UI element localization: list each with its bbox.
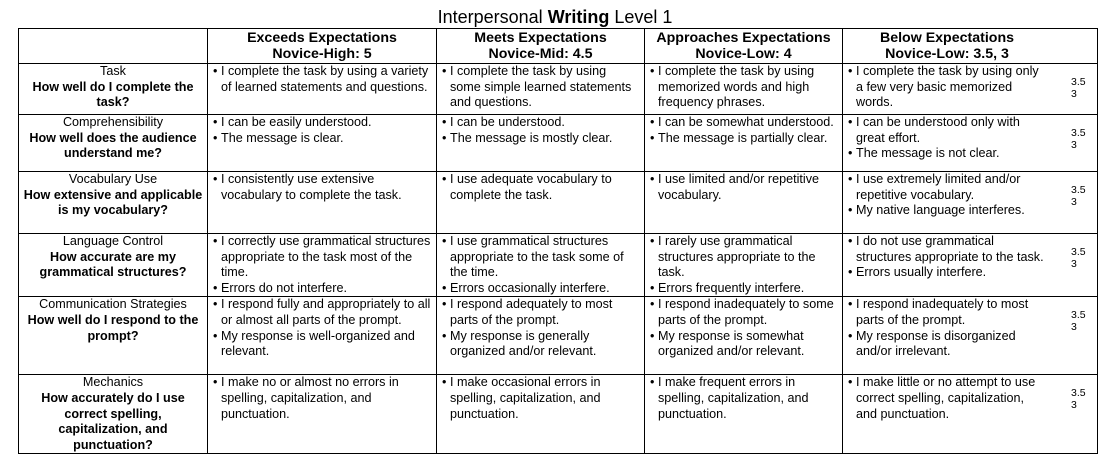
- descriptor-item: • The message is clear.: [212, 131, 432, 147]
- descriptor-item: • I complete the task by using a variety of learned statements and questions.: [212, 64, 432, 95]
- descriptor-list: [441, 234, 640, 296]
- header-label: Meets Expectations: [474, 30, 607, 46]
- header-criteria: [19, 29, 208, 64]
- descriptor-list: [441, 297, 640, 359]
- descriptor-item: • I use extremely limited and/or repetitive vocabulary.: [847, 172, 1047, 203]
- descriptor-list: [441, 172, 640, 203]
- rubric-row: [19, 172, 1098, 234]
- descriptor-item: • I make occasional errors in spelling, capitalization, and punctuation.: [441, 375, 640, 422]
- criterion-cell: [19, 115, 208, 172]
- criterion-cell: [19, 64, 208, 115]
- descriptor-cell: [208, 297, 437, 375]
- criterion-cell: [19, 172, 208, 234]
- title-bold: Writing: [547, 7, 610, 27]
- descriptor-item: • I can be somewhat understood.: [649, 115, 838, 131]
- descriptor-list: [847, 297, 1047, 359]
- descriptor-item: • I respond fully and appropriately to all or almost all parts of the prompt.: [212, 297, 432, 328]
- descriptor-item: • I can be understood only with great effort.: [847, 115, 1047, 146]
- score-note-a: 3.5: [1071, 76, 1086, 88]
- criterion-cell: [19, 234, 208, 297]
- descriptor-item: • The message is mostly clear.: [441, 131, 640, 147]
- descriptor-item: • I correctly use grammatical structures appropriate to the task most of the time.: [212, 234, 432, 281]
- score-note-a: 3.5: [1071, 127, 1086, 139]
- score-note: [1071, 387, 1093, 411]
- header-label: Approaches Expectations: [656, 30, 831, 46]
- header-score: Novice-High: 5: [272, 46, 372, 62]
- descriptor-cell: [843, 297, 1098, 375]
- header-meets: [437, 29, 645, 64]
- score-note: [1071, 246, 1093, 270]
- descriptor-item: • Errors do not interfere.: [212, 281, 432, 297]
- descriptor-item: • I respond inadequately to most parts of the prompt.: [847, 297, 1047, 328]
- descriptor-item: • Errors usually interfere.: [847, 265, 1047, 281]
- descriptor-cell: [208, 375, 437, 454]
- descriptor-item: • I use grammatical structures appropriate to the task some of the time.: [441, 234, 640, 281]
- rubric-table: [18, 28, 1098, 454]
- descriptor-item: • I can be understood.: [441, 115, 640, 131]
- descriptor-cell: [843, 64, 1098, 115]
- descriptor-list: [649, 297, 838, 359]
- descriptor-item: • My response is disorganized and/or irrelevant.: [847, 329, 1047, 360]
- criterion-name: Mechanics: [82, 375, 144, 390]
- title-prefix: Interpersonal: [437, 7, 548, 27]
- descriptor-item: • I respond inadequately to some parts of the prompt.: [649, 297, 838, 328]
- header-label: Exceeds Expectations: [247, 30, 397, 46]
- descriptor-item: • My response is somewhat organized and/or relevant.: [649, 329, 838, 360]
- descriptor-item: • The message is partially clear.: [649, 131, 838, 147]
- descriptor-item: • I consistently use extensive vocabulary to complete the task.: [212, 172, 432, 203]
- score-note: [1071, 184, 1093, 208]
- descriptor-item: • I use limited and/or repetitive vocabulary.: [649, 172, 838, 203]
- descriptor-item: • The message is not clear.: [847, 146, 1047, 162]
- descriptor-list: [441, 375, 640, 422]
- descriptor-item: • My response is well-organized and relevant.: [212, 329, 432, 360]
- descriptor-cell: [437, 64, 645, 115]
- header-label: Below Expectations: [879, 30, 1015, 46]
- descriptor-list: [212, 234, 432, 296]
- descriptor-list: [847, 64, 1047, 111]
- descriptor-cell: [208, 172, 437, 234]
- descriptor-item: • I rarely use grammatical structures appropriate to the task.: [649, 234, 838, 281]
- descriptor-item: • I complete the task by using only a few very basic memorized words.: [847, 64, 1047, 111]
- score-note-b: 3: [1071, 88, 1077, 100]
- score-note-a: 3.5: [1071, 309, 1086, 322]
- score-note-a: 3.5: [1071, 246, 1086, 258]
- header-score: Novice-Low: 3.5, 3: [885, 46, 1009, 62]
- descriptor-cell: [843, 115, 1098, 172]
- descriptor-cell: [645, 297, 843, 375]
- descriptor-list: [649, 172, 838, 203]
- descriptor-item: • I use adequate vocabulary to complete the task.: [441, 172, 640, 203]
- descriptor-list: [847, 234, 1047, 281]
- title-suffix: Level 1: [609, 7, 673, 27]
- descriptor-list: [212, 172, 432, 203]
- descriptor-list: [649, 115, 838, 146]
- score-note-b: 3: [1071, 399, 1077, 412]
- score-note: [1071, 127, 1093, 151]
- descriptor-item: • I complete the task by using some simple learned statements and questions.: [441, 64, 640, 111]
- rubric-title: [0, 6, 1110, 28]
- criterion-question: How well do I complete the task?: [32, 79, 194, 110]
- descriptor-list: [212, 297, 432, 359]
- descriptor-list: [649, 375, 838, 422]
- descriptor-list: [441, 115, 640, 146]
- descriptor-cell: [843, 172, 1098, 234]
- descriptor-cell: [437, 297, 645, 375]
- descriptor-list: [847, 172, 1047, 219]
- descriptor-item: • My native language interferes.: [847, 203, 1047, 219]
- descriptor-item: • My response is generally organized and/or relevant.: [441, 329, 640, 360]
- criterion-name: Comprehensibility: [62, 115, 164, 129]
- criterion-name: Language Control: [62, 234, 164, 248]
- score-note: [1071, 76, 1093, 100]
- header-score: Novice-Mid: 4.5: [488, 46, 593, 62]
- criterion-question: How accurately do I use correct spelling, capitalization, and punctuation?: [41, 390, 185, 452]
- descriptor-list: [212, 115, 432, 146]
- descriptor-item: • Errors occasionally interfere.: [441, 281, 640, 297]
- descriptor-cell: [645, 64, 843, 115]
- descriptor-cell: [645, 375, 843, 454]
- score-note-b: 3: [1071, 139, 1077, 151]
- descriptor-cell: [208, 64, 437, 115]
- descriptor-list: [441, 64, 640, 111]
- descriptor-item: • I make no or almost no errors in spelling, capitalization, and punctuation.: [212, 375, 432, 422]
- header-score: Novice-Low: 4: [695, 46, 792, 62]
- criterion-name: Vocabulary Use: [68, 172, 158, 186]
- descriptor-list: [649, 234, 838, 296]
- criterion-name: Communication Strategies: [39, 297, 187, 312]
- descriptor-list: [847, 115, 1047, 162]
- descriptor-item: • I can be easily understood.: [212, 115, 432, 131]
- rubric-row: [19, 234, 1098, 297]
- descriptor-list: [212, 64, 432, 95]
- rubric-row: [19, 64, 1098, 115]
- header-row: [19, 29, 1098, 64]
- score-note-b: 3: [1071, 321, 1077, 334]
- descriptor-cell: [437, 375, 645, 454]
- descriptor-cell: [843, 234, 1098, 297]
- rubric-row: [19, 297, 1098, 375]
- descriptor-cell: [645, 234, 843, 297]
- descriptor-cell: [645, 115, 843, 172]
- descriptor-cell: [437, 234, 645, 297]
- score-note-b: 3: [1071, 258, 1077, 270]
- descriptor-list: [649, 64, 838, 111]
- criterion-name: Task: [100, 64, 126, 78]
- score-note-a: 3.5: [1071, 184, 1086, 196]
- criterion-question: How well does the audience understand me?: [29, 130, 197, 161]
- descriptor-item: • I respond adequately to most parts of the prompt.: [441, 297, 640, 328]
- descriptor-cell: [437, 172, 645, 234]
- descriptor-cell: [843, 375, 1098, 454]
- header-below: [843, 29, 1098, 64]
- criterion-cell: [19, 297, 208, 375]
- criterion-question: How accurate are my grammatical structures?: [39, 249, 187, 280]
- descriptor-item: • I do not use grammatical structures appropriate to the task.: [847, 234, 1047, 265]
- criterion-cell: [19, 375, 208, 454]
- criterion-question: How well do I respond to the prompt?: [27, 312, 199, 343]
- descriptor-list: [847, 375, 1047, 422]
- rubric-row: [19, 375, 1098, 454]
- descriptor-item: • I make frequent errors in spelling, capitalization, and punctuation.: [649, 375, 838, 422]
- descriptor-item: • Errors frequently interfere.: [649, 281, 838, 297]
- header-exceeds: [208, 29, 437, 64]
- criterion-question: How extensive and applicable is my vocabulary?: [23, 187, 203, 218]
- descriptor-cell: [645, 172, 843, 234]
- rubric-row: [19, 115, 1098, 172]
- score-note-b: 3: [1071, 196, 1077, 208]
- score-note-a: 3.5: [1071, 387, 1086, 400]
- header-approaches: [645, 29, 843, 64]
- descriptor-list: [212, 375, 432, 422]
- descriptor-item: • I complete the task by using memorized words and high frequency phrases.: [649, 64, 838, 111]
- descriptor-cell: [208, 234, 437, 297]
- descriptor-item: • I make little or no attempt to use correct spelling, capitalization, and punctuation.: [847, 375, 1047, 422]
- score-note: [1071, 309, 1093, 333]
- descriptor-cell: [208, 115, 437, 172]
- descriptor-cell: [437, 115, 645, 172]
